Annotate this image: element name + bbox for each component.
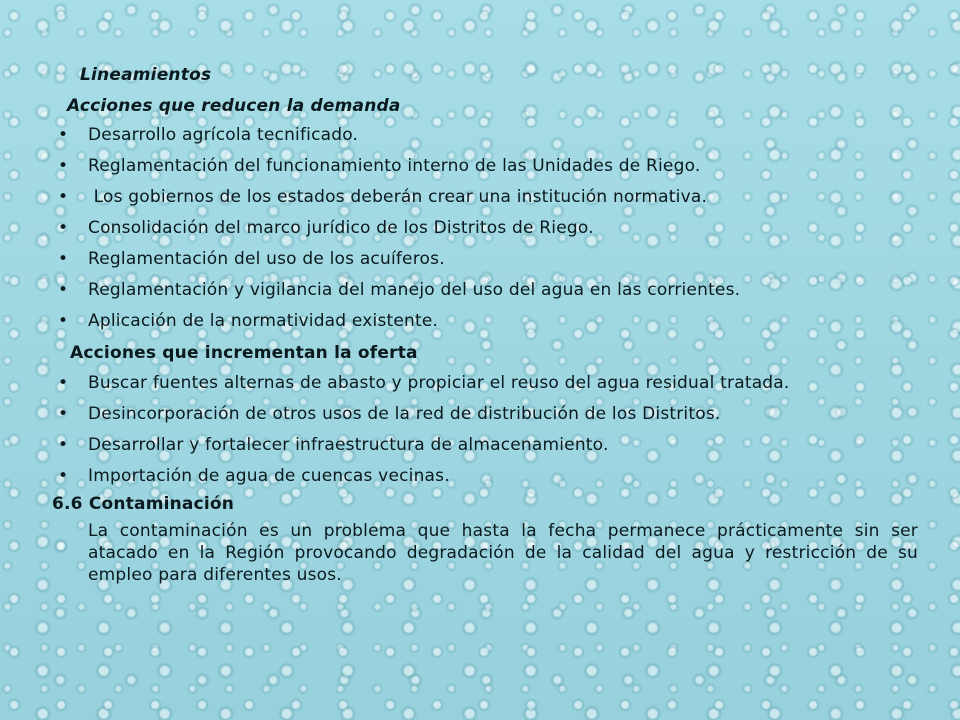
demand-item: Desarrollo agrícola tecnificado. xyxy=(88,125,359,145)
bullet-icon: • xyxy=(58,156,69,176)
bullet-icon: • xyxy=(58,435,69,455)
demand-item: Reglamentación del uso de los acuíferos. xyxy=(88,249,445,269)
section-paragraph: La contaminación es un problema que hasta la fecha permanece prácticamente sin ser atacado en la Región provocando degradación de la calidad del agua y restricción de su empleo para diferentes usos. xyxy=(88,521,918,585)
bullet-icon: • xyxy=(58,280,69,300)
bullet-icon: • xyxy=(58,218,69,238)
slide-title: Lineamientos xyxy=(80,65,212,85)
offer-item: Desincorporación de otros usos de la red de distribución de los Distritos. xyxy=(88,404,721,424)
offer-item: Desarrollar y fortalecer infraestructura de almacenamiento. xyxy=(88,435,609,455)
demand-item: Consolidación del marco jurídico de los Distritos de Riego. xyxy=(88,218,594,238)
section-heading: 6.6 Contaminación xyxy=(52,494,235,514)
bullet-icon: • xyxy=(58,311,69,331)
bullet-icon: • xyxy=(58,466,69,486)
demand-item: Reglamentación y vigilancia del manejo del uso del agua en las corrientes. xyxy=(88,280,741,300)
offer-heading: Acciones que incrementan la oferta xyxy=(70,343,418,363)
bullet-icon: • xyxy=(58,249,69,269)
offer-item: Importación de agua de cuencas vecinas. xyxy=(88,466,450,486)
bullet-icon: • xyxy=(58,404,69,424)
bullet-icon: • xyxy=(58,187,69,207)
demand-heading: Acciones que reducen la demanda xyxy=(67,96,401,116)
offer-item: Buscar fuentes alternas de abasto y propiciar el reuso del agua residual tratada. xyxy=(88,373,790,393)
bullet-icon: • xyxy=(58,373,69,393)
demand-item: Aplicación de la normatividad existente. xyxy=(88,311,439,331)
demand-item: Los gobiernos de los estados deberán crear una institución normativa. xyxy=(88,187,708,207)
bullet-icon: • xyxy=(58,125,69,145)
demand-item: Reglamentación del funcionamiento interno de las Unidades de Riego. xyxy=(88,156,701,176)
